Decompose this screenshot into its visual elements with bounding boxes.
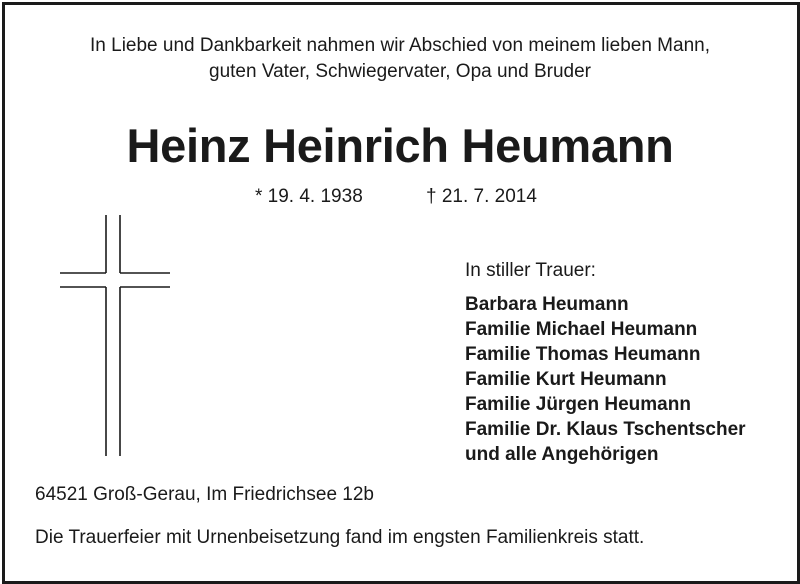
mourner-name: Familie Michael Heumann [465,319,698,340]
mourner-name: Familie Kurt Heumann [465,369,667,390]
mourners-block [465,258,746,467]
mourner-name: Familie Thomas Heumann [465,344,701,365]
birth-date: * 19. 4. 1938 [255,186,363,207]
intro-line-2: guten Vater, Schwiegervater, Opa und Bruder [209,61,591,82]
intro-line-1: In Liebe und Dankbarkeit nahmen wir Abschied von meinem lieben Mann, [90,35,710,56]
mourners-title: In stiller Trauer: [465,260,596,281]
deceased-name: Heinz Heinrich Heumann [126,119,674,172]
mourner-name: Familie Dr. Klaus Tschentscher [465,419,746,440]
address: 64521 Groß-Gerau, Im Friedrichsee 12b [35,484,374,505]
mourner-name: und alle Angehörigen [465,444,659,465]
death-date: † 21. 7. 2014 [426,186,537,207]
cross-icon [58,215,173,458]
intro-text [0,33,800,85]
mourner-name: Familie Jürgen Heumann [465,394,691,415]
mourner-name: Barbara Heumann [465,294,629,315]
funeral-note: Die Trauerfeier mit Urnenbeisetzung fand im engsten Familienkreis statt. [35,527,645,548]
